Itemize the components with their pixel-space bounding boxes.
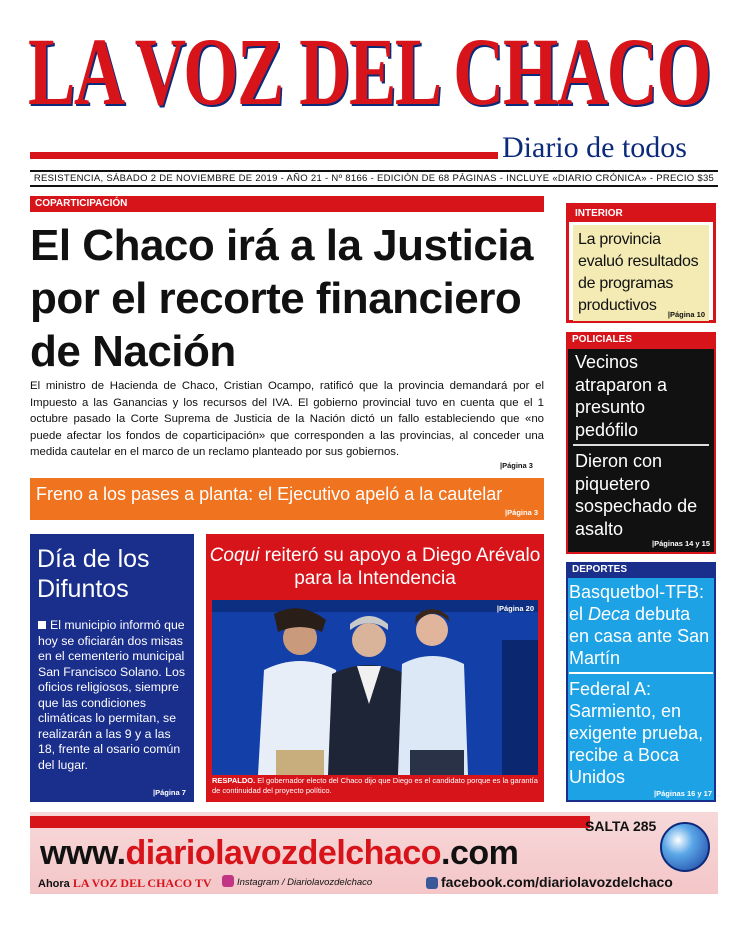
secondary-headline: Freno a los pases a planta: el Ejecutivo apeló a la cautelar <box>36 484 503 504</box>
deportes-headline-1-b: debuta en casa ante San Martín <box>569 604 710 668</box>
photo-caption-label: RESPALDO. <box>212 776 256 785</box>
policiales-headline-1: Vecinos atraparon a presunto pedófilo <box>575 352 668 440</box>
footer-address: SALTA 285 <box>585 818 657 834</box>
instagram-handle: Instagram / Diariolavozdelchaco <box>237 877 373 888</box>
url-prefix: www. <box>40 834 126 872</box>
website-url[interactable] <box>40 834 518 873</box>
photo-story-headline-rest: reiteró su apoyo a Diego Arévalo para la Intendencia <box>259 545 541 589</box>
facebook-handle: facebook.com/diariolavozdelchaco <box>441 874 673 890</box>
facebook-icon <box>426 877 438 889</box>
facebook-link[interactable] <box>426 874 673 890</box>
secondary-page-ref: |Página 3 <box>505 508 538 517</box>
photo-story[interactable] <box>206 534 544 802</box>
url-domain: diariolavozdelchaco <box>125 834 442 872</box>
difuntos-headline: Día de los Difuntos <box>37 545 150 603</box>
difuntos-story[interactable] <box>30 534 194 802</box>
photo-caption-text: El gobernador electo del Chaco dijo que Diego es el candidato porque es la garantía de continuidad del proyecto político. <box>212 776 538 795</box>
instagram-icon <box>222 875 234 887</box>
globe-icon <box>660 822 710 872</box>
photo-caption <box>212 776 538 796</box>
bullet-icon <box>38 621 46 629</box>
interior-content <box>573 225 709 321</box>
interior-page-ref: |Página 10 <box>667 310 705 319</box>
difuntos-page-ref: |Página 7 <box>153 788 186 797</box>
photo-story-headline <box>206 544 544 590</box>
photo-illustration <box>212 600 538 775</box>
ahora-label: Ahora <box>38 878 70 890</box>
newspaper-title: LA VOZ DEL CHACO <box>28 18 711 125</box>
masthead <box>0 0 750 184</box>
footer-banner[interactable] <box>30 812 718 894</box>
url-suffix: .com <box>441 834 519 872</box>
difuntos-body <box>38 618 190 773</box>
interior-box[interactable] <box>566 203 716 323</box>
deportes-divider <box>569 672 713 674</box>
lead-body: El ministro de Hacienda de Chaco, Cristian Ocampo, ratificó que la provincia demandará por el Impuesto a las Ganancias y los recursos del IVA. El gobierno provincial tuvo en cuenta que el 1 octubre pasado la Corte Suprema de Justicia de la Nación dictó un fallo estableciendo que «no puede afectar los fondos de coparticipación» que corresponden a las provincias, al conceder una medida cautelar en el marco de un reclamo planteado por sus gobiernos. <box>30 380 544 458</box>
deportes-headline-2: Federal A: Sarmiento, en exigente prueba, recibe a Boca Unidos <box>569 679 704 787</box>
policiales-box[interactable] <box>566 332 716 554</box>
instagram-link[interactable] <box>222 875 372 888</box>
deportes-page-ref: |Páginas 16 y 17 <box>654 789 712 798</box>
policiales-content <box>568 349 714 552</box>
photo-page-ref: |Página 20 <box>496 604 534 613</box>
policiales-headline-2: Dieron con piquetero sospechado de asalto <box>575 451 698 539</box>
difuntos-body-text: El municipio informó que hoy se oficiarán dos misas en el cementerio municipal San Francisco Solano. Los oficios religiosos, siempre que las condiciones climáticas lo permitan, se realizarán a las 9 y a las 18, frente al osario común del lugar. <box>38 618 185 772</box>
newspaper-subtitle: Diario de todos <box>502 131 687 164</box>
lead-page-ref: |Página 3 <box>500 461 533 470</box>
deportes-headline-1 <box>569 581 713 669</box>
policiales-divider <box>573 444 709 446</box>
deportes-label: DEPORTES <box>566 562 716 578</box>
lead-headline[interactable]: El Chaco irá a la Justicia por el recorte financiero de Nación <box>30 221 534 376</box>
interior-headline: La provincia evaluó resultados de programas productivos <box>578 231 699 314</box>
masthead-red-bar <box>30 152 498 159</box>
tv-name: LA VOZ DEL CHACO TV <box>72 876 212 890</box>
deportes-headline-1-italic: Deca <box>588 604 631 624</box>
interior-label: INTERIOR <box>569 206 713 222</box>
tv-promo <box>38 876 212 891</box>
secondary-story[interactable] <box>30 478 544 520</box>
policiales-page-ref: |Páginas 14 y 15 <box>652 539 710 548</box>
photo-story-headline-italic: Coqui <box>209 545 260 566</box>
photo-three-politicians <box>212 600 538 775</box>
deportes-content <box>566 562 716 802</box>
deportes-box[interactable] <box>566 562 716 802</box>
lead-kicker: COPARTICIPACIÓN <box>30 196 544 212</box>
deportes-headline-1-a: Basquetbol-TFB: el <box>569 582 705 624</box>
footer-red-band <box>30 816 590 828</box>
policiales-label: POLICIALES <box>566 332 716 348</box>
dateline: RESISTENCIA, SÁBADO 2 DE NOVIEMBRE DE 2019 - AÑO 21 - Nº 8166 - EDICIÓN DE 68 PÁGINAS - INCLUYE «DIARIO CRÓNICA» - PRECIO $35 <box>30 170 718 187</box>
